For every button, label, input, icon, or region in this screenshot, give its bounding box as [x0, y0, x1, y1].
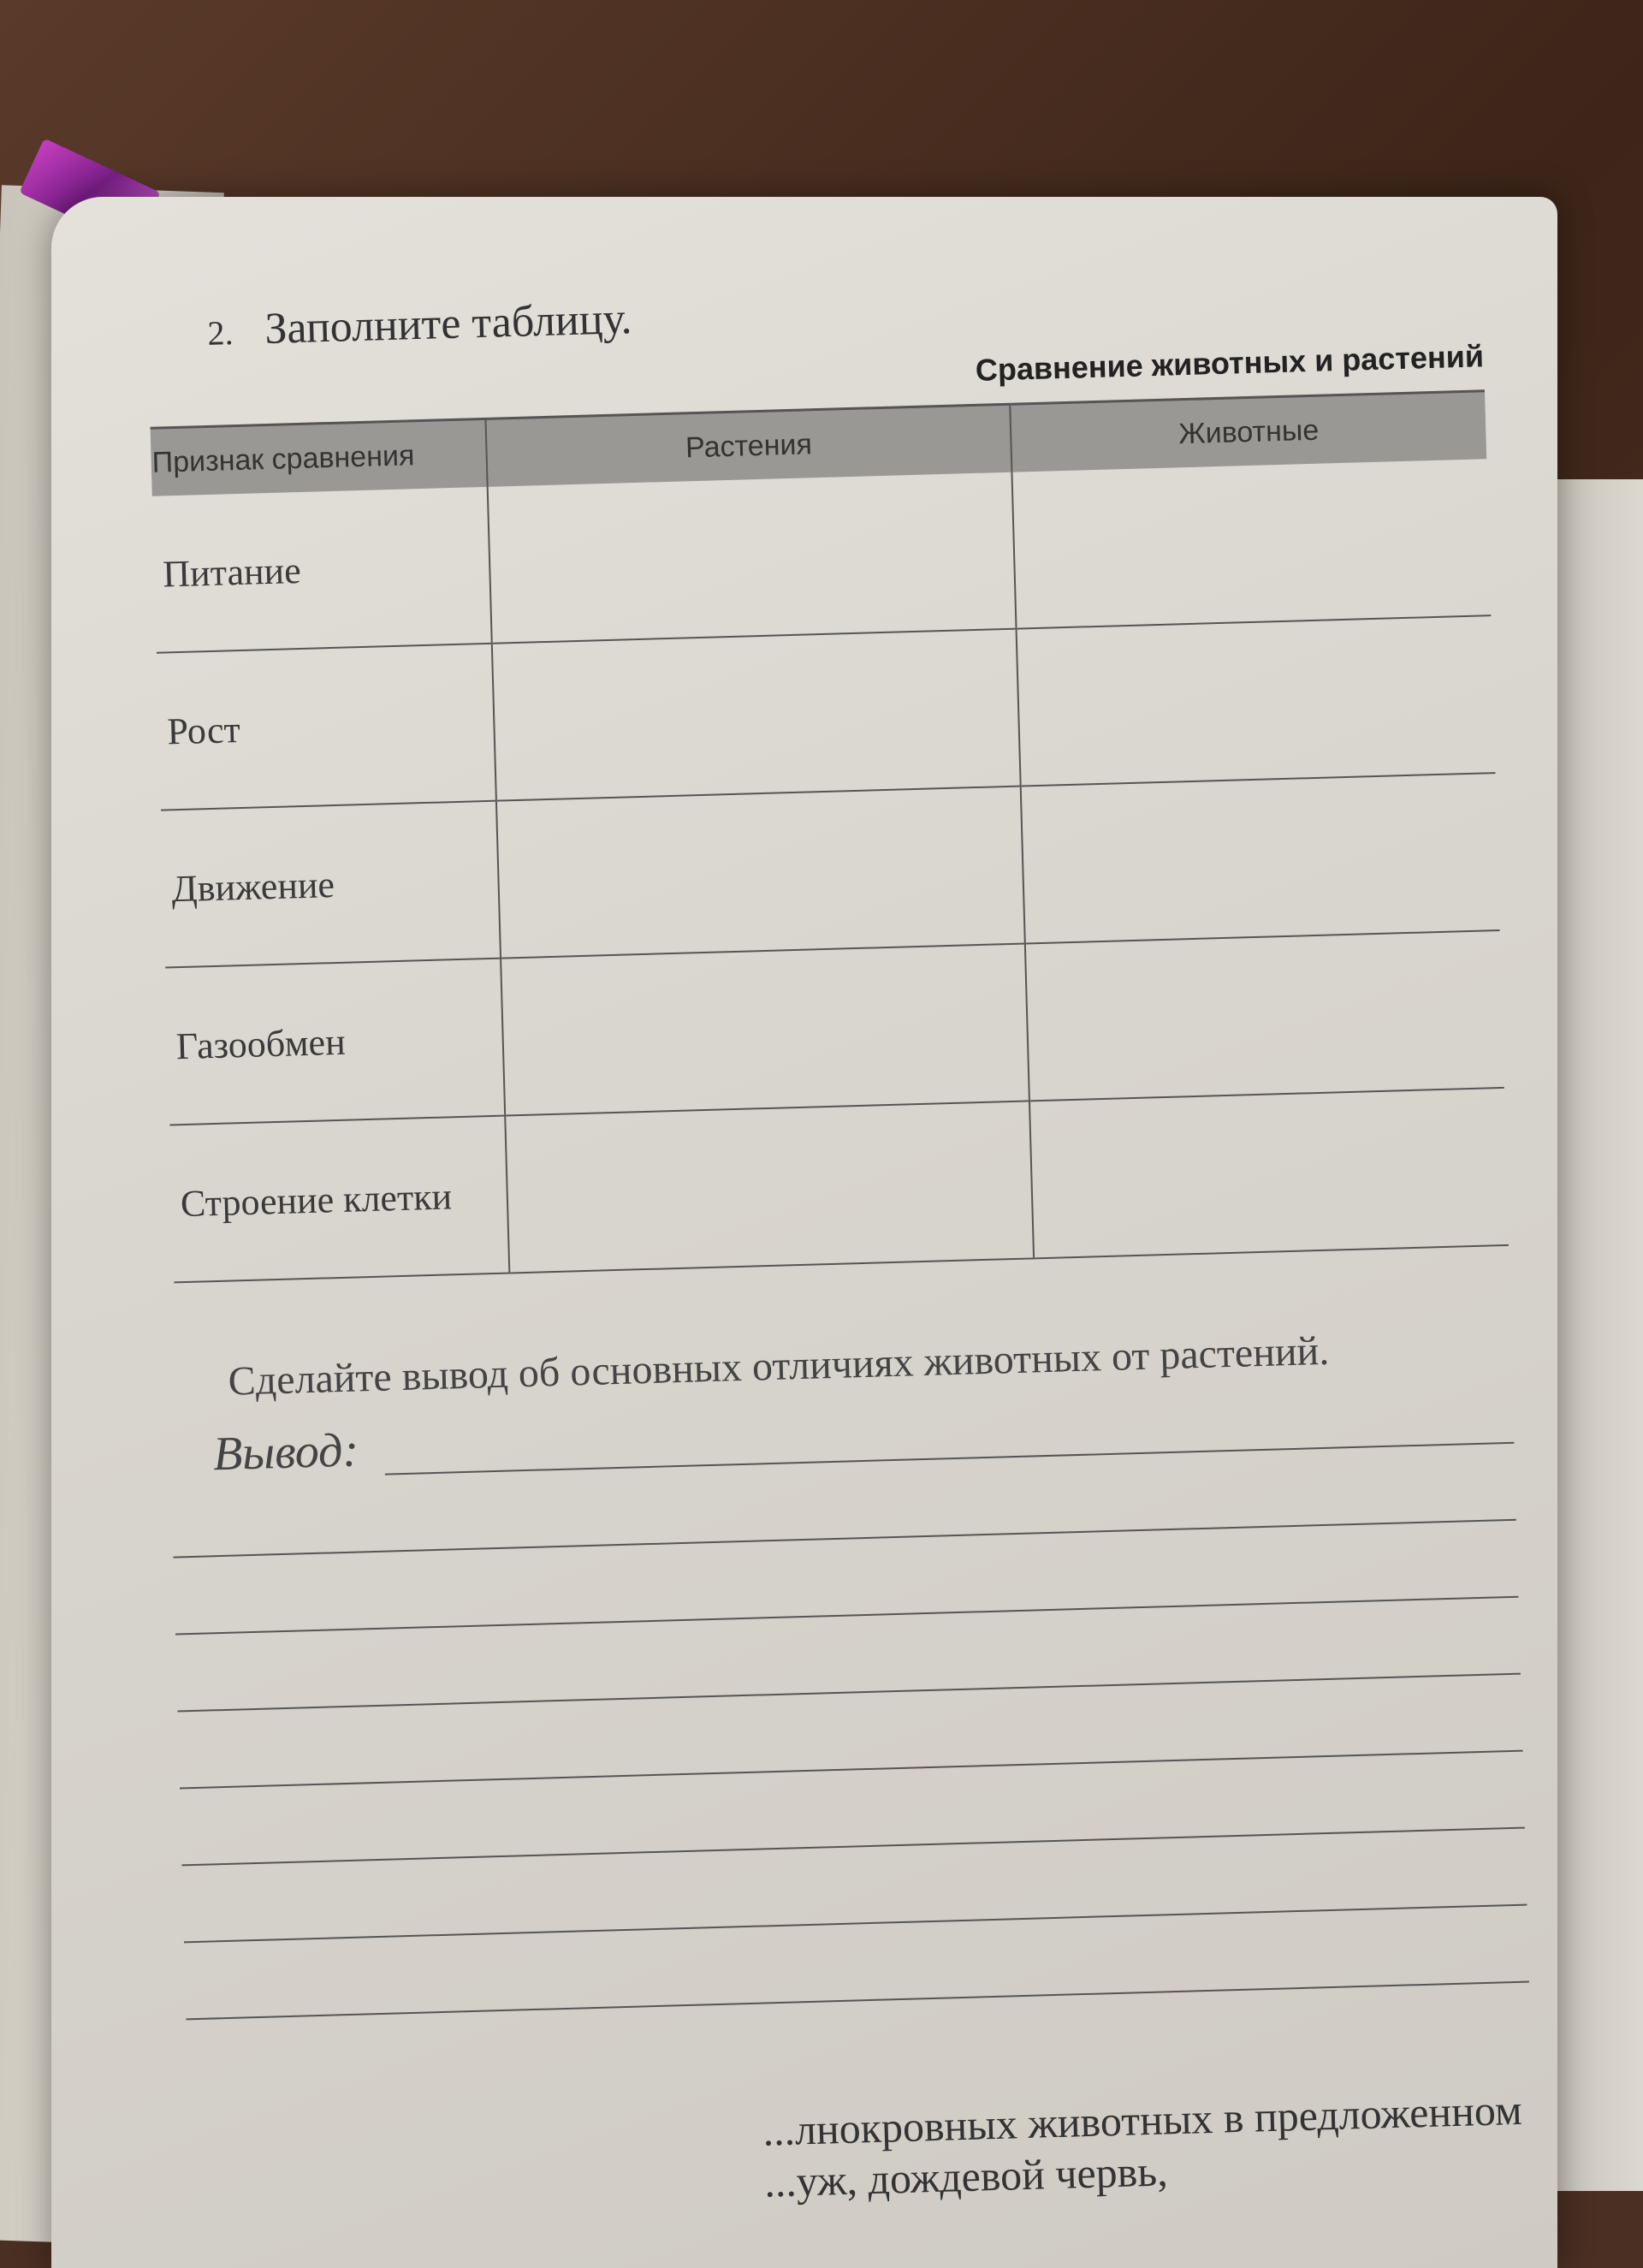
cell-animals-gas-exchange[interactable]: [1025, 930, 1504, 1101]
conclusion-prompt: Сделайте вывод об основных отличиях животных от растений.: [228, 1327, 1330, 1404]
header-criterion: Признак сравнения: [151, 419, 488, 496]
row-label-cell-structure: Строение клетки: [169, 1116, 509, 1283]
cell-animals-movement[interactable]: [1021, 773, 1500, 943]
answer-line[interactable]: [385, 1442, 1515, 1475]
cell-plants-nutrition[interactable]: [488, 472, 1017, 644]
comparison-table: [151, 389, 1509, 1283]
row-label-movement: Движение: [161, 801, 501, 968]
cell-plants-cell-structure[interactable]: [505, 1101, 1034, 1273]
conclusion-label: Вывод:: [212, 1423, 359, 1481]
header-plants: Растения: [485, 404, 1011, 487]
cell-animals-cell-structure[interactable]: [1029, 1088, 1509, 1258]
answer-line[interactable]: [175, 1596, 1518, 1636]
row-label-gas-exchange: Газообмен: [165, 959, 505, 1125]
row-label-nutrition: Питание: [152, 487, 492, 653]
answer-line[interactable]: [173, 1519, 1515, 1559]
page-stack-edge: [1549, 479, 1643, 2191]
table-title: Сравнение животных и растений: [975, 338, 1485, 388]
task-heading: [207, 294, 632, 356]
cell-plants-gas-exchange[interactable]: [501, 943, 1029, 1115]
answer-line[interactable]: [187, 1981, 1529, 2021]
cell-animals-nutrition[interactable]: [1011, 459, 1491, 628]
cell-animals-growth[interactable]: [1017, 615, 1496, 786]
answer-line[interactable]: [181, 1827, 1524, 1867]
next-task-line-2: ...уж, дождевой червь,: [763, 2146, 1169, 2206]
next-task-line-1: ...лнокровных животных в предложенном: [762, 2085, 1523, 2155]
row-label-growth: Рост: [157, 644, 496, 810]
next-task-text: [762, 2084, 1524, 2208]
answer-line[interactable]: [184, 1904, 1527, 1944]
answer-line[interactable]: [180, 1750, 1522, 1790]
task-number: 2.: [206, 313, 234, 353]
header-animals: Животные: [1010, 391, 1486, 472]
task-text: Заполните таблицу.: [264, 294, 633, 354]
answer-line[interactable]: [177, 1673, 1520, 1713]
page-content: [111, 218, 1551, 2206]
cell-plants-growth[interactable]: [492, 629, 1021, 801]
cell-plants-movement[interactable]: [496, 787, 1025, 959]
